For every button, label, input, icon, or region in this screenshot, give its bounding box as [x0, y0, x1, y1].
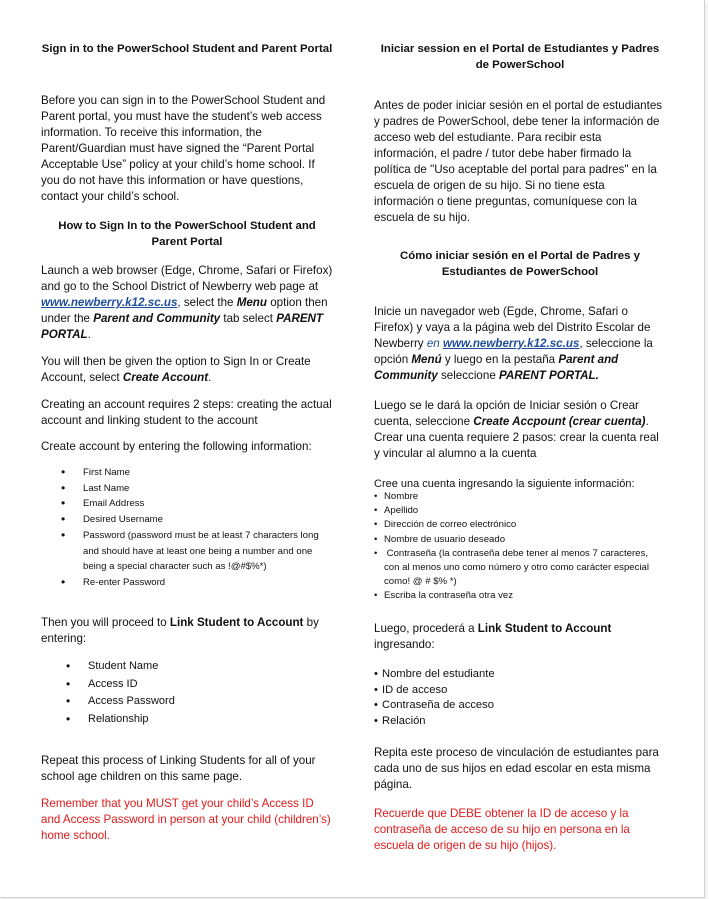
- spanish-remember-note: Recuerde que DEBE obtener la ID de acceso y la contraseña de acceso de su hijo en persona en la escuela de origen de su hijo (hijos).: [374, 807, 630, 852]
- list-item: • Re-enter Password: [41, 575, 333, 591]
- district-website-link[interactable]: www.newberry.k12.sc.us: [41, 296, 178, 309]
- english-option-paragraph: You will then be given the option to Sign In or Create Account, select Create Account.: [41, 355, 311, 384]
- list-item: • Relación: [374, 714, 666, 730]
- spanish-option-paragraph: Luego se le dará la opción de Iniciar sesión o Crear cuenta, seleccione Create Accpount (crear cuenta). Crear una cuenta requiere 2 pasos: crear la cuenta real y vincular al alumno a la cuenta: [374, 399, 659, 460]
- english-title: Sign in to the PowerSchool Student and Parent Portal: [41, 43, 333, 55]
- parent-portal-term-es: PARENT PORTAL.: [499, 369, 599, 382]
- menu-term: Menu: [236, 296, 267, 309]
- english-steps-paragraph: Creating an account requires 2 steps: creating the actual account and linking student to the account: [41, 398, 332, 427]
- district-website-link-es[interactable]: www.newberry.k12.sc.us: [442, 337, 580, 350]
- english-link-paragraph: Then you will proceed to Link Student to Account by entering:: [41, 616, 319, 645]
- list-item: • Contraseña (la contraseña debe tener al menos 7 caracteres, con al menos uno como número y otro como carácter especial como! @ # $% *): [374, 547, 666, 590]
- spanish-intro: Antes de poder iniciar sesión en el portal de estudiantes y padres de PowerSchool, debe tener la información de acceso web del estudiante. Para recibir esta información, el padre / tutor debe haber firmado la política de "Uso aceptable del portal para padres" en la escuela de origen de su hijo. Si no tiene esta información o tiene preguntas, comuníquese con la escuela de su hijo.: [374, 99, 663, 224]
- english-howto-title: How to Sign In to the PowerSchool Student and Parent Portal: [58, 220, 316, 248]
- list-item: • Email Address: [41, 496, 333, 512]
- english-account-fields-list: [41, 465, 333, 591]
- menu-term-es: Menú: [411, 353, 442, 366]
- spanish-launch-paragraph: Inicie un navegador web (Egde, Chrome, Safari o Firefox) y vaya a la página web del Distrito Escolar de Newberry en www.newberry.k12.sc.us, seleccione la opción Menú y luego en la pestaña Parent and Community seleccione PARENT PORTAL.: [374, 305, 653, 382]
- spanish-repeat-paragraph: Repita este proceso de vinculación de estudiantes para cada uno de sus hijos en edad escolar en esta misma página.: [374, 746, 659, 791]
- english-intro: Before you can sign in to the PowerSchool Student and Parent portal, you must have the student’s web access information. To receive this information, the Parent/Guardian must have signed the “Parent Portal Acceptable Use” policy at your child’s home school. If you do not have this information or have questions, contact your child’s school.: [41, 94, 326, 203]
- parent-portal-term: PARENT PORTAL: [41, 312, 324, 341]
- spanish-link-paragraph: Luego, procederá a Link Student to Account ingresando:: [374, 622, 612, 651]
- spanish-create-intro: Cree una cuenta ingresando la siguiente información:: [374, 478, 635, 490]
- english-launch-paragraph: Launch a web browser (Edge, Chrome, Safari or Firefox) and go to the School District of Newberry web page at www.newberry.k12.sc.us, select the Menu option then under the Parent and Community tab select PARENT PORTAL.: [41, 264, 333, 341]
- list-item: • Relationship: [41, 711, 333, 729]
- parent-community-term: Parent and Community: [93, 312, 221, 325]
- spanish-title: Iniciar session en el Portal de Estudiantes y Padres de PowerSchool: [380, 43, 660, 71]
- list-item: • Nombre de usuario deseado: [374, 533, 666, 547]
- list-item: • Student Name: [41, 658, 333, 676]
- link-student-term-es: Link Student to Account: [477, 622, 612, 635]
- list-item: • Contraseña de acceso: [374, 698, 666, 714]
- list-item: • Nombre del estudiante: [374, 667, 666, 683]
- create-account-term: Create Account: [122, 371, 209, 384]
- link-student-term: Link Student to Account: [169, 616, 304, 629]
- english-link-fields-list: [41, 658, 333, 728]
- list-item: • ID de acceso: [374, 683, 666, 699]
- list-item: • Last Name: [41, 481, 333, 497]
- list-item: • Escriba la contraseña otra vez: [374, 589, 666, 603]
- create-account-term-es: Create Accpount (crear cuenta): [473, 415, 646, 428]
- spanish-howto-title: Cómo iniciar sesión en el Portal de Padres y Estudiantes de PowerSchool: [400, 250, 640, 278]
- spanish-link-fields-list: [374, 667, 666, 729]
- parent-community-term-es: Parent and Community: [374, 353, 619, 382]
- list-item: • First Name: [41, 465, 333, 481]
- english-create-intro: Create account by entering the following information:: [41, 440, 312, 453]
- list-item: • Apellido: [374, 504, 666, 518]
- list-item: • Nombre: [374, 490, 666, 504]
- list-item: • Access Password: [41, 693, 333, 711]
- list-item: • Password (password must be at least 7 characters long and should have at least one being a number and one being a special character such as !@#$%*): [41, 528, 333, 575]
- list-item: • Access ID: [41, 676, 333, 694]
- spanish-account-fields-list: [374, 490, 666, 604]
- list-item: • Desired Username: [41, 512, 333, 528]
- english-remember-note: Remember that you MUST get your child’s Access ID and Access Password in person at your child (children’s) home school.: [41, 797, 331, 842]
- english-repeat-paragraph: Repeat this process of Linking Students for all of your school age children on this same page.: [41, 754, 316, 783]
- list-item: • Dirección de correo electrónico: [374, 518, 666, 532]
